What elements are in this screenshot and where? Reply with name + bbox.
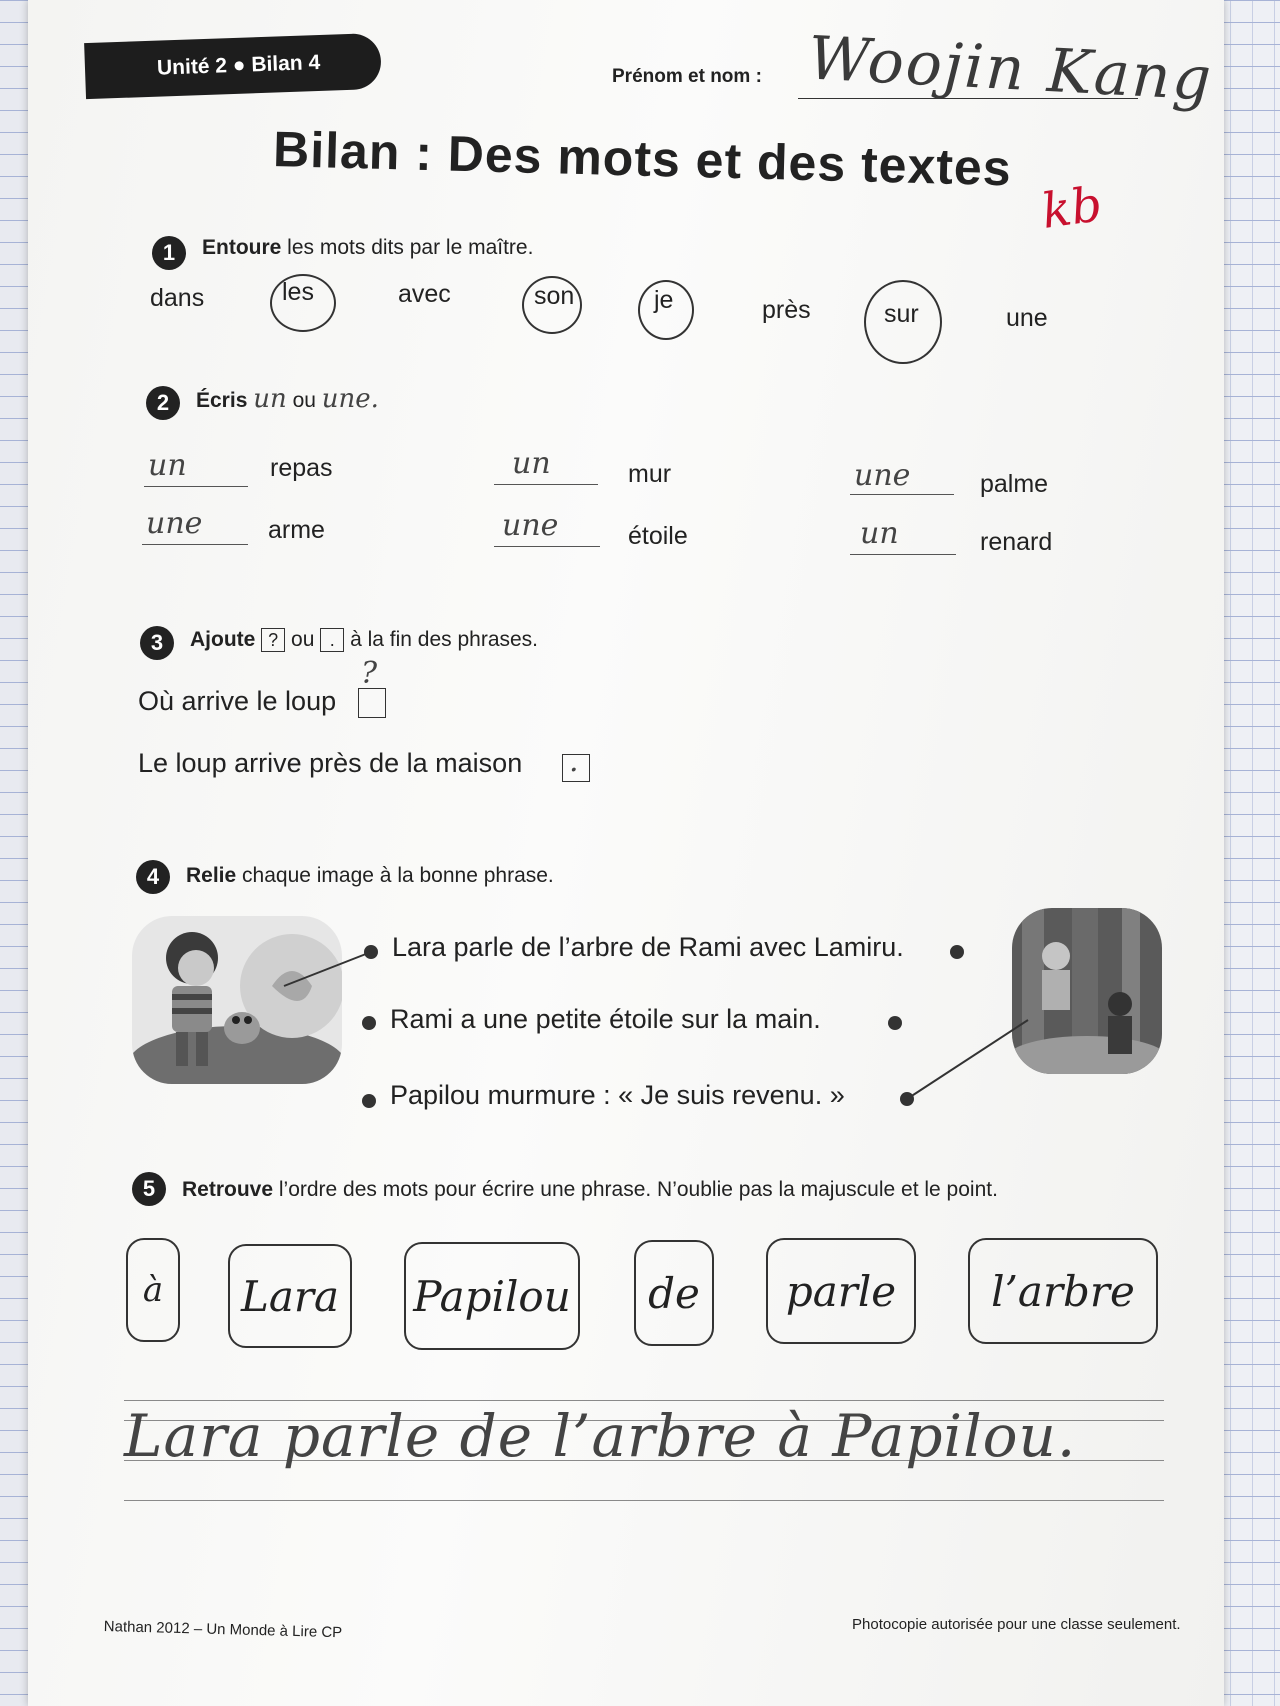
match-sentence-3: Papilou murmure : « Je suis revenu. »	[390, 1080, 845, 1110]
word-card[interactable]: l’arbre	[968, 1238, 1158, 1344]
sentence-2: Le loup arrive près de la maison	[138, 748, 523, 778]
blank-answer[interactable]: un	[512, 446, 551, 481]
footer-publisher: Nathan 2012 – Un Monde à Lire CP	[103, 1618, 343, 1642]
question-mark-box: ?	[261, 628, 285, 652]
noun-label: mur	[628, 460, 672, 488]
page-title: Bilan : Des mots et des textes	[272, 120, 1013, 197]
noun-label: arme	[268, 516, 325, 544]
exercise-4-text: chaque image à la bonne phrase.	[236, 864, 554, 887]
name-field-value[interactable]: Woojin Kang	[806, 23, 1215, 115]
exercise-2-or: ou	[292, 389, 316, 412]
answer-box-2-value: .	[569, 744, 579, 779]
blank-answer[interactable]: un	[148, 448, 187, 483]
sentence-answer[interactable]: Lara parle de l’arbre à Papilou.	[124, 1402, 1077, 1470]
teacher-mark: kb	[1038, 176, 1106, 240]
exercise-number-1: 1	[152, 236, 186, 270]
link-line	[284, 952, 371, 986]
blank-answer[interactable]: une	[146, 506, 203, 541]
unit-tag: Unité 2 ● Bilan 4	[84, 33, 382, 99]
exercise-3-verb: Ajoute	[190, 628, 256, 651]
word-option[interactable]: je	[654, 286, 674, 314]
noun-label: palme	[980, 470, 1049, 498]
exercise-5-text: l’ordre des mots pour écrire une phrase. N’oublie pas la majuscule et le point.	[273, 1178, 998, 1201]
answer-box-1-value: ?	[361, 656, 378, 691]
worksheet	[28, 0, 1224, 1706]
period-box: .	[320, 628, 344, 652]
blank-answer[interactable]: un	[860, 516, 899, 551]
exercise-3-or: ou	[291, 628, 315, 651]
blank-answer[interactable]: une	[502, 508, 559, 543]
word-option[interactable]: une	[1006, 304, 1048, 332]
link-line	[907, 1020, 1028, 1099]
exercise-1-text: les mots dits par le maître.	[281, 236, 534, 259]
noun-label: étoile	[628, 522, 688, 550]
footer-copyright: Photocopie autorisée pour une classe seulement.	[852, 1616, 1181, 1633]
word-option[interactable]: près	[762, 296, 811, 324]
word-option[interactable]: avec	[398, 280, 451, 308]
writing-rule	[124, 1400, 1164, 1401]
name-label: Prénom et nom :	[612, 66, 762, 87]
word-option[interactable]: dans	[150, 284, 205, 312]
word-card[interactable]: à	[126, 1238, 180, 1342]
exercise-number-4: 4	[136, 860, 170, 894]
exercise-4-verb: Relie	[186, 864, 237, 887]
word-option[interactable]: sur	[884, 300, 919, 328]
blank-answer[interactable]: une	[854, 458, 911, 493]
sentence-1: Où arrive le loup	[138, 686, 337, 716]
word-card[interactable]: de	[634, 1240, 714, 1346]
exercise-2-option-a: un	[253, 384, 287, 414]
exercise-number-5: 5	[132, 1172, 166, 1206]
word-card[interactable]: Papilou	[404, 1242, 580, 1350]
word-option[interactable]: les	[282, 278, 314, 306]
word-option[interactable]: son	[534, 282, 575, 310]
exercise-1-verb: Entoure	[202, 236, 282, 259]
exercise-5-instruction	[182, 1178, 1162, 1202]
match-sentence-1: Lara parle de l’arbre de Rami avec Lamiru.	[392, 932, 904, 962]
noun-label: repas	[270, 454, 333, 482]
exercise-5-verb: Retrouve	[182, 1178, 274, 1201]
exercise-3-text: à la fin des phrases.	[350, 628, 539, 651]
word-card[interactable]: parle	[766, 1238, 916, 1344]
exercise-2-verb: Écris	[196, 389, 248, 412]
writing-rule	[124, 1500, 1164, 1501]
exercise-2-option-b: une.	[321, 384, 379, 414]
match-sentence-2: Rami a une petite étoile sur la main.	[390, 1004, 821, 1034]
noun-label: renard	[980, 528, 1053, 556]
exercise-number-2: 2	[146, 386, 180, 420]
word-card[interactable]: Lara	[228, 1244, 352, 1348]
exercise-number-3: 3	[140, 626, 174, 660]
